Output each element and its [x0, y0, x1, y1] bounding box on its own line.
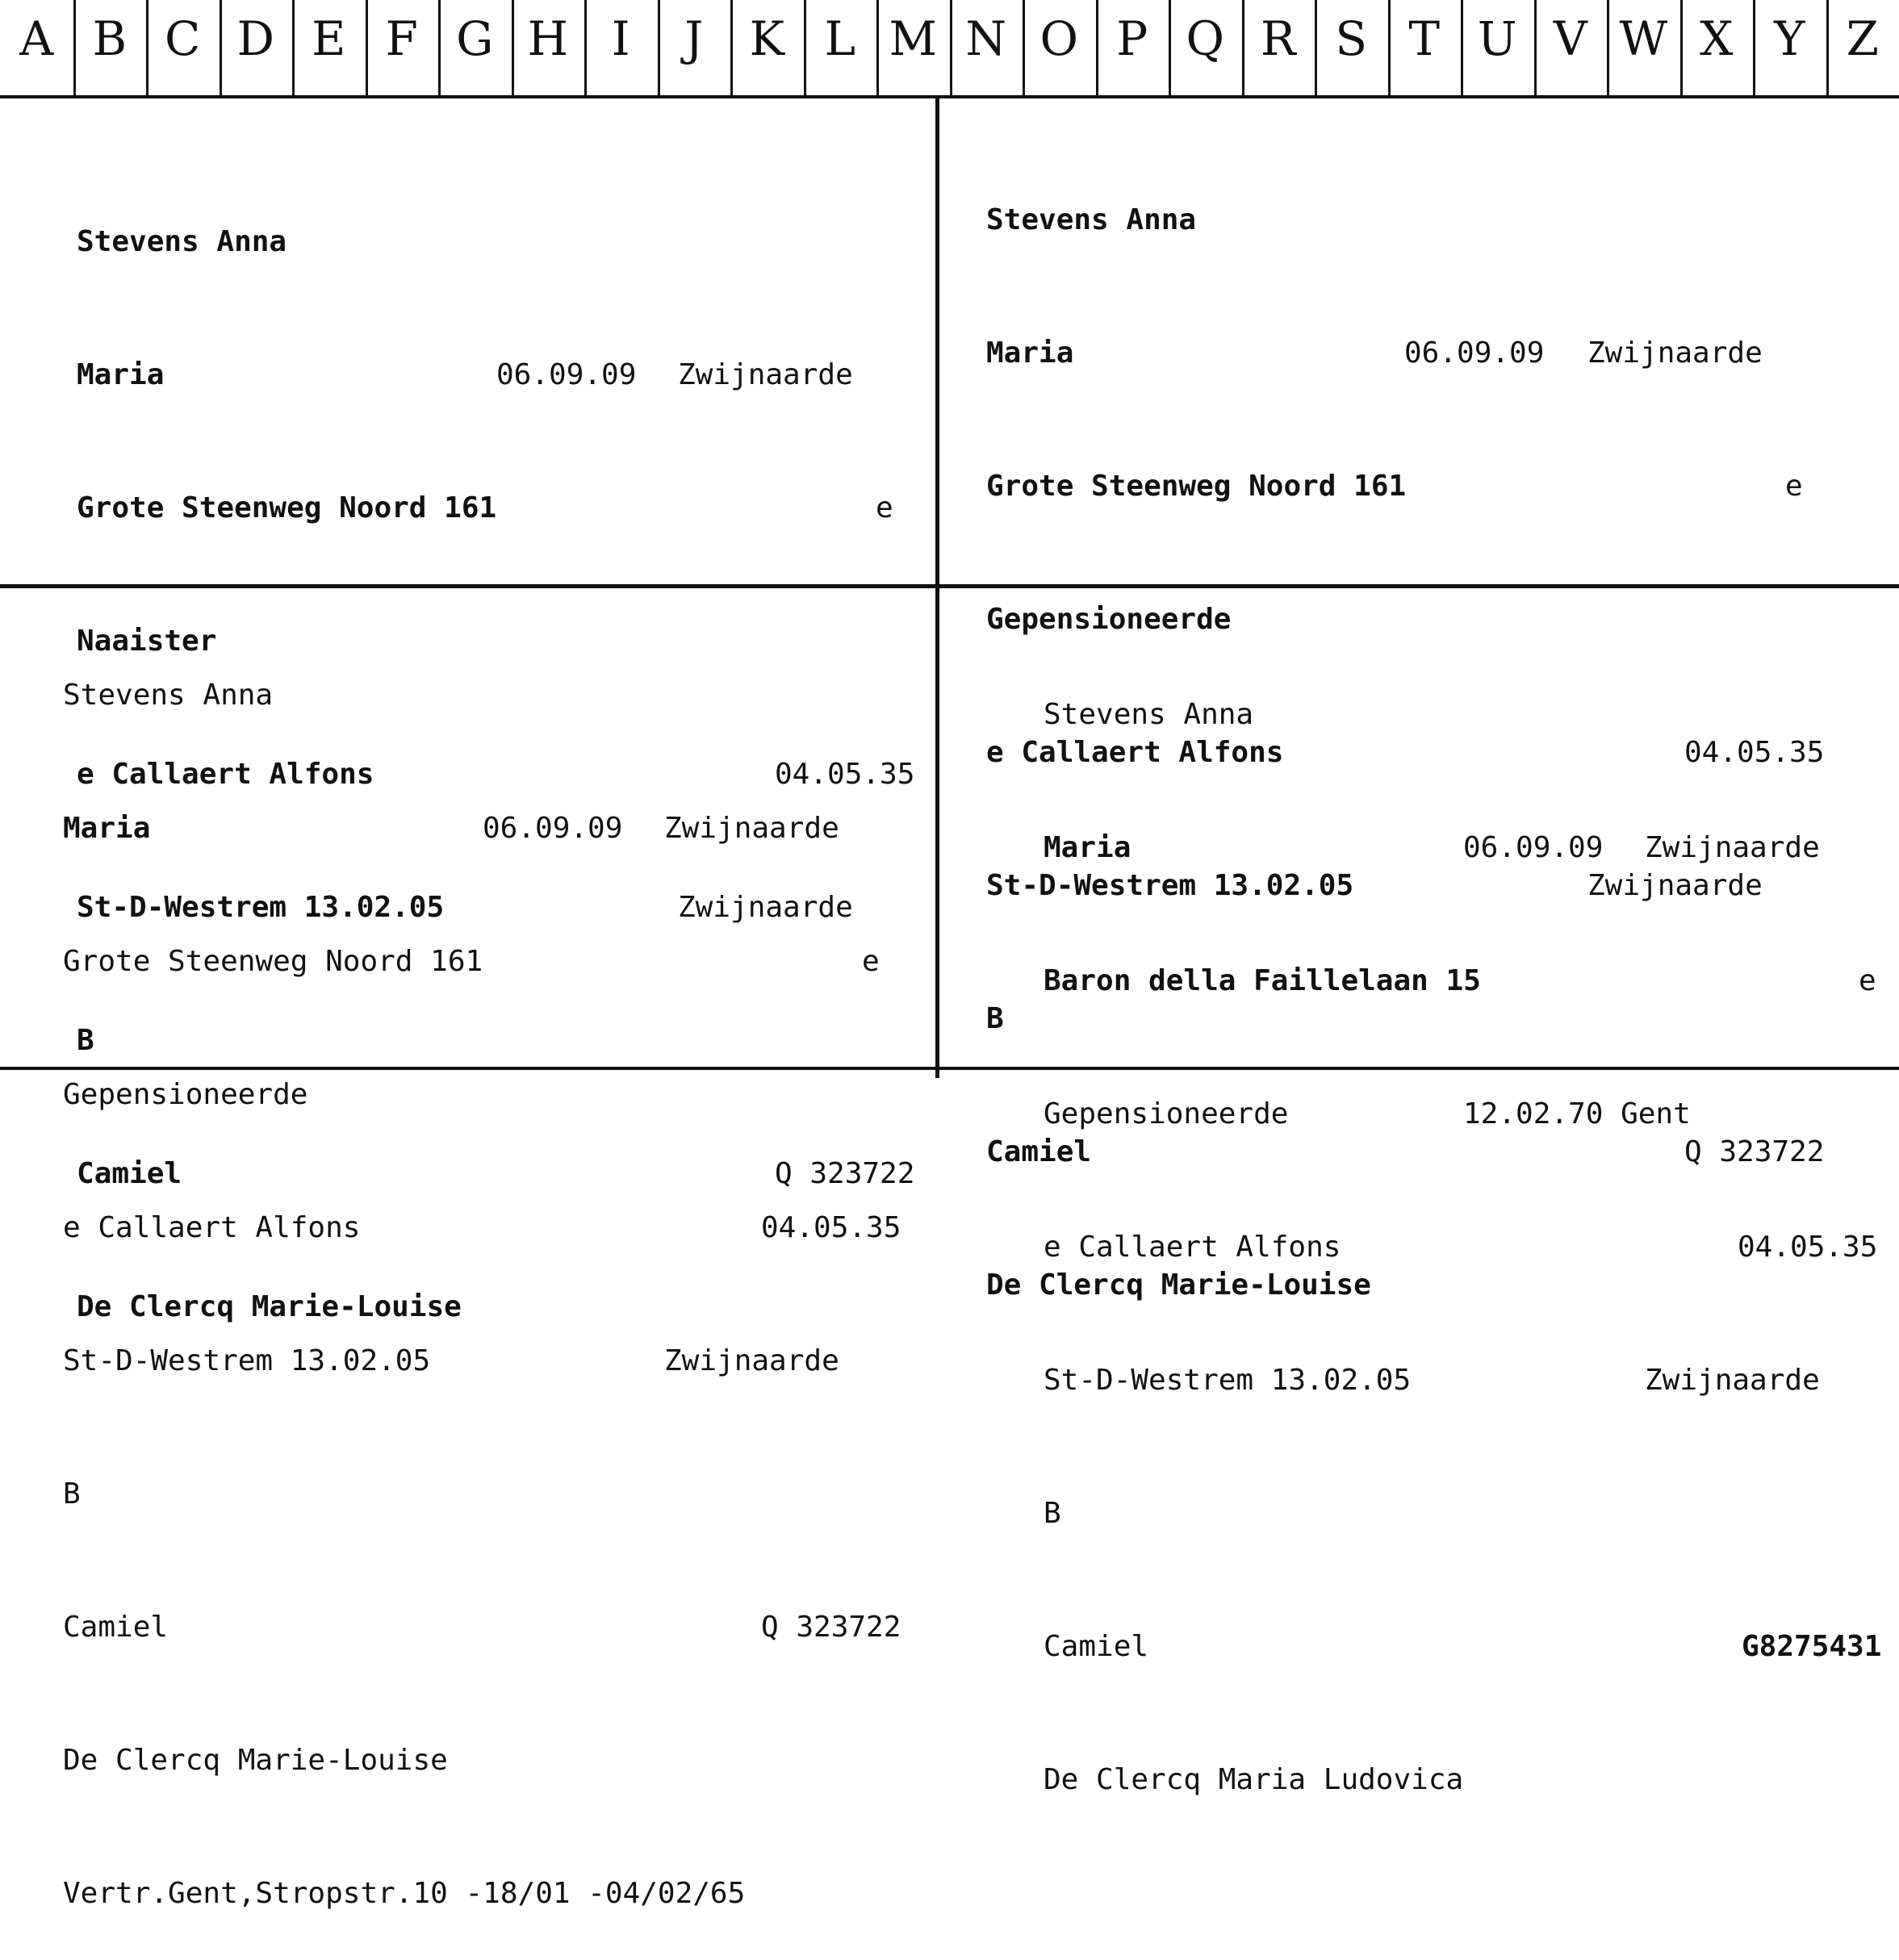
card-birth-place: Zwijnaarde: [678, 353, 853, 397]
card-spouse-birth: St-D-Westrem 13.02.05: [63, 1339, 430, 1383]
tab-letter-s[interactable]: [1315, 0, 1388, 95]
tab-label: O: [1023, 6, 1096, 71]
tab-letter-f[interactable]: [366, 0, 439, 95]
card-mother: De Clercq Marie-Louise: [63, 1738, 448, 1782]
card-mother: De Clercq Marie-Louise: [986, 1263, 1371, 1307]
tab-label: X: [1680, 6, 1754, 71]
card-occupation: Gepensioneerde: [986, 597, 1231, 641]
card-spouse: e Callaert Alfons: [986, 730, 1283, 775]
tab-letter-h[interactable]: [512, 0, 585, 95]
tab-letter-v[interactable]: [1534, 0, 1608, 95]
card-marriage-place: Zwijnaarde: [664, 1339, 839, 1383]
tab-label: J: [658, 6, 731, 71]
tab-label: E: [292, 6, 366, 71]
card-marriage-date: 04.05.35: [775, 752, 914, 796]
record-card-4: [1044, 604, 1895, 1846]
card-letter: B: [986, 997, 1004, 1041]
card-spouse: e Callaert Alfons: [77, 752, 374, 796]
tab-label: G: [438, 6, 512, 71]
tab-label: Q: [1169, 6, 1242, 71]
card-marriage-date: 04.05.35: [1684, 730, 1824, 775]
card-name: Stevens Anna: [63, 673, 273, 717]
tab-letter-q[interactable]: [1169, 0, 1242, 95]
card-letter: B: [63, 1472, 81, 1516]
card-given-name: Maria: [1044, 825, 1131, 870]
tab-letter-c[interactable]: [146, 0, 220, 95]
card-father: Camiel: [77, 1151, 182, 1196]
card-father: Camiel: [986, 1130, 1091, 1174]
tab-letter-k[interactable]: [730, 0, 804, 95]
tab-label: F: [366, 6, 439, 71]
card-birth-date: 06.09.09: [483, 806, 622, 850]
card-address: Grote Steenweg Noord 161: [63, 939, 483, 984]
tab-letter-o[interactable]: [1023, 0, 1096, 95]
card-name: Stevens Anna: [1044, 692, 1253, 737]
card-birth-place: Zwijnaarde: [664, 806, 839, 850]
tab-letter-z[interactable]: [1826, 0, 1899, 95]
card-given-name: Maria: [63, 806, 150, 850]
tab-label: D: [220, 6, 293, 71]
tab-letter-g[interactable]: [438, 0, 512, 95]
tab-letter-w[interactable]: [1607, 0, 1680, 95]
card-spouse: e Callaert Alfons: [1044, 1225, 1341, 1269]
tab-label: M: [876, 6, 950, 71]
alphabet-tab-bar: [0, 0, 1899, 98]
card-marker: e: [862, 939, 880, 984]
card-spouse-birth: St-D-Westrem 13.02.05: [77, 885, 444, 930]
card-father: Camiel: [1044, 1624, 1148, 1669]
tab-letter-a[interactable]: [0, 0, 73, 95]
card-address: Grote Steenweg Noord 161: [77, 486, 496, 530]
tab-label: H: [512, 6, 585, 71]
card-number: Q 323722: [775, 1151, 914, 1196]
card-letter: B: [1044, 1491, 1061, 1536]
card-occupation-date: 12.02.70 Gent: [1463, 1092, 1691, 1136]
card-birth-date: 06.09.09: [1463, 825, 1603, 870]
tab-label: Z: [1826, 6, 1899, 71]
tab-label: U: [1461, 6, 1534, 71]
card-spouse-birth: St-D-Westrem 13.02.05: [1044, 1358, 1411, 1402]
tab-letter-b[interactable]: [73, 0, 147, 95]
tab-label: B: [73, 6, 147, 71]
card-name: Stevens Anna: [986, 198, 1196, 242]
tab-label: I: [584, 6, 658, 71]
tab-letter-d[interactable]: [220, 0, 293, 95]
card-birth-date: 06.09.09: [496, 353, 636, 397]
tab-letter-j[interactable]: [658, 0, 731, 95]
card-father: Camiel: [63, 1605, 168, 1649]
card-occupation: Gepensioneerde: [1044, 1092, 1288, 1136]
card-marker: e: [1859, 959, 1876, 1003]
tab-letter-l[interactable]: [804, 0, 877, 95]
card-spouse: e Callaert Alfons: [63, 1206, 360, 1250]
tab-label: V: [1534, 6, 1608, 71]
tab-label: N: [950, 6, 1023, 71]
tab-label: A: [0, 6, 73, 71]
card-spouse-birth: St-D-Westrem 13.02.05: [986, 863, 1353, 908]
tab-letter-t[interactable]: [1388, 0, 1462, 95]
card-marriage-place: Zwijnaarde: [678, 885, 853, 930]
tab-label: Y: [1753, 6, 1826, 71]
record-card-3: [63, 584, 931, 1960]
tab-label: R: [1242, 6, 1315, 71]
card-occupation: Naaister: [77, 619, 216, 663]
tab-label: L: [804, 6, 877, 71]
tab-letter-n[interactable]: [950, 0, 1023, 95]
card-address: Baron della Faillelaan 15: [1044, 959, 1481, 1003]
card-letter: B: [77, 1018, 94, 1063]
tab-letter-p[interactable]: [1096, 0, 1169, 95]
card-marker: e: [876, 486, 893, 530]
tab-label: K: [730, 6, 804, 71]
tab-letter-u[interactable]: [1461, 0, 1534, 95]
card-name: Stevens Anna: [77, 219, 287, 264]
tab-letter-r[interactable]: [1242, 0, 1315, 95]
card-birth-place: Zwijnaarde: [1587, 331, 1763, 375]
tab-letter-i[interactable]: [584, 0, 658, 95]
card-birth-date: 06.09.09: [1404, 331, 1544, 375]
tab-label: C: [146, 6, 220, 71]
tab-label: S: [1315, 6, 1388, 71]
card-marker: e: [1785, 464, 1803, 508]
card-note: Vertr.Gent,Stropstr.10 -18/01 -04/02/65: [63, 1871, 745, 1916]
card-birth-place: Zwijnaarde: [1645, 825, 1820, 870]
card-address: Grote Steenweg Noord 161: [986, 464, 1406, 508]
tab-letter-x[interactable]: [1680, 0, 1754, 95]
card-number: Q 323722: [761, 1605, 901, 1649]
card-number: Q 323722: [1684, 1130, 1824, 1174]
card-given-name: Maria: [77, 353, 164, 397]
card-given-name: Maria: [986, 331, 1073, 375]
card-marriage-date: 04.05.35: [1738, 1225, 1877, 1269]
tab-letter-m[interactable]: [876, 0, 950, 95]
card-marriage-place: Zwijnaarde: [1587, 863, 1763, 908]
tab-letter-y[interactable]: [1753, 0, 1826, 95]
card-number: G8275431: [1742, 1624, 1881, 1669]
card-marriage-date: 04.05.35: [761, 1206, 901, 1250]
tab-label: P: [1096, 6, 1169, 71]
card-marriage-place: Zwijnaarde: [1645, 1358, 1820, 1402]
tab-label: W: [1607, 6, 1680, 71]
tab-label: T: [1388, 6, 1462, 71]
card-mother: De Clercq Maria Ludovica: [1044, 1757, 1463, 1802]
card-mother: De Clercq Marie-Louise: [77, 1285, 462, 1329]
tab-letter-e[interactable]: [292, 0, 366, 95]
card-occupation: Gepensioneerde: [63, 1072, 307, 1117]
